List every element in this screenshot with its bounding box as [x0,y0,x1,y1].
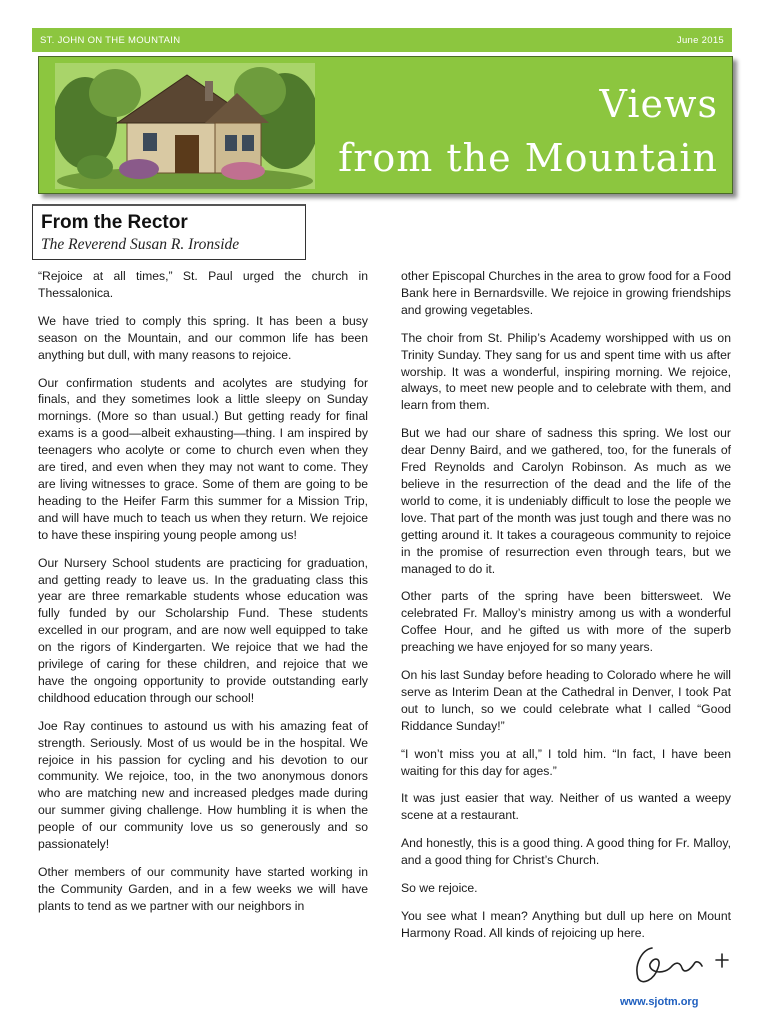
paragraph: Our Nursery School students are practicing for graduation, and getting ready to leave us. In the graduating class this year are three remarkable students whose education was fully funded by our Scholarship Fund. These students excelled in our program, and are now well equipped to take on the rigors of Kindergarten. We rejoice that we had the privilege of caring for these children, and rejoice that we have the ongoing opportunity to provide outstanding early childhood education through our school! [38,555,368,705]
paragraph: So we rejoice. [401,881,478,896]
paragraph: You see what I mean? Anything but dull up here on Mount Harmony Road. All kinds of rejoicing up here. [401,909,731,940]
website-link[interactable]: www.sjotm.org [620,996,699,1008]
masthead-title-line2: from the Mountain [338,136,718,180]
masthead-title [338,77,718,185]
masthead-title-line1: Views [599,82,718,126]
header-bar [32,28,732,52]
left-column [38,268,368,926]
right-column [401,268,731,953]
rector-heading-box [32,204,306,260]
paragraph: Joe Ray continues to astound us with his amazing feat of strength. Seriously. Most of us would be in the hospital. We rejoice in his passion for cycling and his devotion to our community. We rejoice, too, in the two anonymous donors who are matching new and increased pledges made during our summer giving challenge. How humbling it is when the people of our community love us so generously and so passionately! [38,718,368,852]
paragraph: And honestly, this is a good thing. A good thing for Fr. Malloy, and a good thing for Christ’s Church. [401,836,731,868]
paragraph: Other parts of the spring have been bittersweet. We celebrated Fr. Malloy’s ministry among us with a wonderful Coffee Hour, and he gifted us with more of the superb preaching we have enjoyed for so many years. [401,589,731,655]
paragraph: other Episcopal Churches in the area to grow food for a Food Bank here in Bernardsville. We rejoice in growing friendships and growing vegetables. [401,269,731,317]
rector-heading: From the Rector [41,212,188,233]
paragraph: “Rejoice at all times,” St. Paul urged the church in Thessalonica. [38,269,368,300]
paragraph: We have tried to comply this spring. It has been a busy season on the Mountain, and our common life has been anything but dull, with many reasons to rejoice. [38,313,368,362]
issue-date: June 2015 [676,34,724,46]
church-illustration [55,63,315,189]
paragraph: Other members of our community have started working in the Community Garden, and in a few weeks we will have plants to tend as we partner with our neighbors in [38,865,368,913]
paragraph: The choir from St. Philip’s Academy worshipped with us on Trinity Sunday. They sang for us and spent time with us after worship. It was a wonderful, inspiring morning. We rejoice, always, to meet new people and to celebrate with them, and learn from them. [401,330,731,413]
parish-name: ST. JOHN ON THE MOUNTAIN [40,34,181,46]
rector-byline: The Reverend Susan R. Ironside [41,236,240,253]
masthead-banner [38,56,733,194]
paragraph: It was just easier that way. Neither of us wanted a weepy scene at a restaurant. [401,791,731,823]
paragraph: On his last Sunday before heading to Colorado where he will serve as Interim Dean at the Cathedral in Denver, I took Pat out to lunch, so we could celebrate what I called “Good Riddance Sunday!” [401,668,731,733]
signature-mark [624,940,744,988]
paragraph: “I won’t miss you at all,” I told him. “In fact, I have been waiting for this day for ages.” [401,746,731,778]
paragraph: Our confirmation students and acolytes are studying for finals, and they sometimes look a little sleepy on Sunday mornings. (More so than usual.) But getting ready for final exams is a good—albeit exhausting—thing. I am inspired by teenagers who acolyte or come to church even when they are tired, and even when they may not want to come. They are living witnesses to grace. Some of them are going to be heading to the Heifer Farm this summer for a Mission Trip, and will have much to teach us when they return. We rejoice to have these inspiring young people among us! [38,375,368,542]
paragraph: But we had our share of sadness this spring. We lost our dear Denny Baird, and we gathered, too, for the funerals of Fred Reynolds and Carolyn Robinson. As much as we believe in the resurrection of the dead and the life of the world to come, it is undeniably difficult to lose the people we love. That part of the month was just tough and there was no getting around it. It takes a courageous community to rejoice in the promise of resurrection even through tears, but we managed to do it. [401,426,731,576]
